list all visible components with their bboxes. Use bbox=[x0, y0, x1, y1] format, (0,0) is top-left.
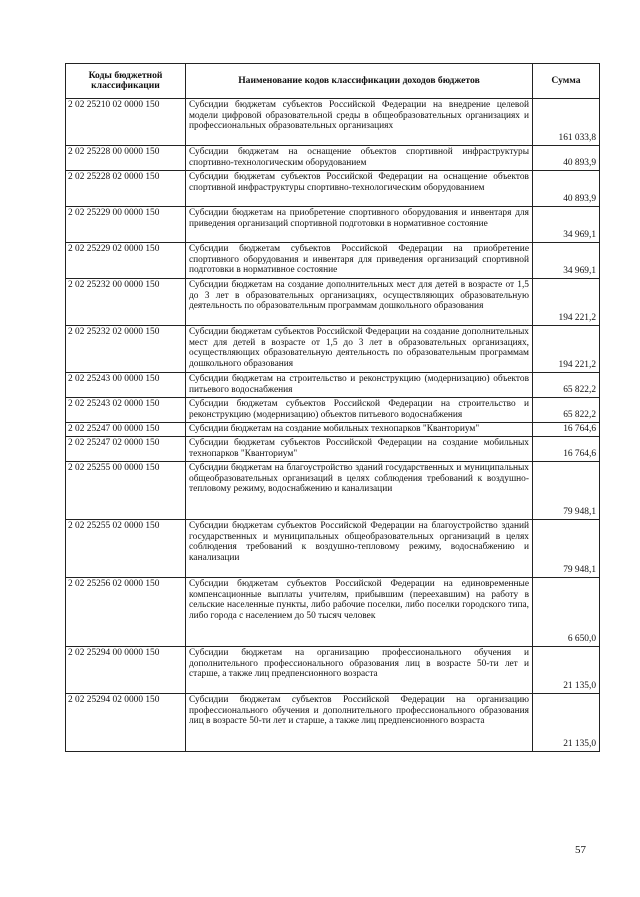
row-code: 2 02 25255 00 0000 150 bbox=[66, 462, 186, 520]
row-name: Субсидии бюджетам на благоустройство зданий государственных и муниципальных общеобразовательных организаций в целях соблюдения требований к воздушно-тепловому режиму, водоснабжению и канализации bbox=[186, 462, 533, 520]
row-amount: 34 969,1 bbox=[533, 243, 600, 279]
table-row bbox=[66, 578, 600, 647]
row-code: 2 02 25256 02 0000 150 bbox=[66, 578, 186, 647]
table-row bbox=[66, 326, 600, 373]
row-name: Субсидии бюджетам субъектов Российской Федерации на создание дополнительных мест для детей в возрасте от 1,5 до 3 лет в образовательных организациях, осуществляющих образовательную деятельность по образовательным программам дошкольного образования bbox=[186, 326, 533, 373]
row-amount: 65 822,2 bbox=[533, 398, 600, 423]
row-name: Субсидии бюджетам на организацию профессионального обучения и дополнительного профессионального образования лиц в возрасте 50-ти лет и старше, а также лиц предпенсионного возраста bbox=[186, 647, 533, 694]
row-name: Субсидии бюджетам на создание мобильных технопарков "Кванториум" bbox=[186, 423, 533, 437]
row-name: Субсидии бюджетам субъектов Российской Федерации на приобретение спортивного оборудования и инвентаря для приведения организаций спортивной подготовки в нормативное состояние bbox=[186, 243, 533, 279]
row-amount: 194 221,2 bbox=[533, 279, 600, 326]
row-code: 2 02 25247 00 0000 150 bbox=[66, 423, 186, 437]
row-name: Субсидии бюджетам субъектов Российской Федерации на единовременные компенсационные выплаты учителям, прибывшим (переехавшим) на работу в сельские населенные пункты, либо рабочие поселки, либо поселки городского типа, либо города с населением до 50 тысяч человек bbox=[186, 578, 533, 647]
row-amount: 79 948,1 bbox=[533, 520, 600, 578]
row-name: Субсидии бюджетам субъектов Российской Федерации на оснащение объектов спортивной инфраструктуры спортивно-технологическим оборудованием bbox=[186, 171, 533, 207]
row-code: 2 02 25229 02 0000 150 bbox=[66, 243, 186, 279]
row-code: 2 02 25229 00 0000 150 bbox=[66, 207, 186, 243]
row-name: Субсидии бюджетам субъектов Российской Федерации на создание мобильных технопарков "Кванториум" bbox=[186, 437, 533, 462]
row-amount: 6 650,0 bbox=[533, 578, 600, 647]
page-number: 57 bbox=[575, 844, 586, 856]
row-amount: 79 948,1 bbox=[533, 462, 600, 520]
row-code: 2 02 25228 00 0000 150 bbox=[66, 146, 186, 171]
table-row bbox=[66, 171, 600, 207]
row-name: Субсидии бюджетам на приобретение спортивного оборудования и инвентаря для приведения организаций спортивной подготовки в нормативное состояние bbox=[186, 207, 533, 243]
row-code: 2 02 25232 02 0000 150 bbox=[66, 326, 186, 373]
row-amount: 21 135,0 bbox=[533, 694, 600, 752]
row-amount: 40 893,9 bbox=[533, 171, 600, 207]
row-name: Субсидии бюджетам субъектов Российской Федерации на благоустройство зданий государственных и муниципальных общеобразовательных организаций в целях соблюдения требований к воздушно-тепловому режиму, водоснабжению и канализации bbox=[186, 520, 533, 578]
row-amount: 21 135,0 bbox=[533, 647, 600, 694]
header-code: Коды бюджетной классификации bbox=[66, 64, 186, 99]
row-amount: 194 221,2 bbox=[533, 326, 600, 373]
row-name: Субсидии бюджетам субъектов Российской Федерации на организацию профессионального обучения и дополнительного профессионального образования лиц в возрасте 50-ти лет и старше, а также лиц предпенсионного возраста bbox=[186, 694, 533, 752]
table-row bbox=[66, 373, 600, 398]
table-header-row bbox=[66, 64, 600, 99]
row-amount: 65 822,2 bbox=[533, 373, 600, 398]
row-code: 2 02 25243 02 0000 150 bbox=[66, 398, 186, 423]
row-name: Субсидии бюджетам на создание дополнительных мест для детей в возрасте от 1,5 до 3 лет в образовательных организациях, осуществляющих образовательную деятельность по образовательным программам дошкольного образования bbox=[186, 279, 533, 326]
row-code: 2 02 25243 00 0000 150 bbox=[66, 373, 186, 398]
table-row bbox=[66, 520, 600, 578]
row-amount: 161 033,8 bbox=[533, 99, 600, 146]
row-code: 2 02 25210 02 0000 150 bbox=[66, 99, 186, 146]
table-row bbox=[66, 207, 600, 243]
table-row bbox=[66, 647, 600, 694]
row-code: 2 02 25294 00 0000 150 bbox=[66, 647, 186, 694]
header-name: Наименование кодов классификации доходов бюджетов bbox=[186, 64, 533, 99]
row-name: Субсидии бюджетам на строительство и реконструкцию (модернизацию) объектов питьевого водоснабжения bbox=[186, 373, 533, 398]
table-row bbox=[66, 694, 600, 752]
row-amount: 40 893,9 bbox=[533, 146, 600, 171]
budget-classification-table bbox=[65, 63, 600, 752]
row-amount: 16 764,6 bbox=[533, 423, 600, 437]
table-row bbox=[66, 243, 600, 279]
header-amount: Сумма bbox=[533, 64, 600, 99]
row-code: 2 02 25247 02 0000 150 bbox=[66, 437, 186, 462]
row-amount: 34 969,1 bbox=[533, 207, 600, 243]
row-code: 2 02 25228 02 0000 150 bbox=[66, 171, 186, 207]
table-row bbox=[66, 398, 600, 423]
row-code: 2 02 25232 00 0000 150 bbox=[66, 279, 186, 326]
table-row bbox=[66, 279, 600, 326]
row-code: 2 02 25294 02 0000 150 bbox=[66, 694, 186, 752]
row-name: Субсидии бюджетам субъектов Российской Федерации на строительство и реконструкцию (модернизацию) объектов питьевого водоснабжения bbox=[186, 398, 533, 423]
row-name: Субсидии бюджетам на оснащение объектов спортивной инфраструктуры спортивно-технологическим оборудованием bbox=[186, 146, 533, 171]
table-row bbox=[66, 99, 600, 146]
row-amount: 16 764,6 bbox=[533, 437, 600, 462]
table-row bbox=[66, 462, 600, 520]
table-row bbox=[66, 146, 600, 171]
row-name: Субсидии бюджетам субъектов Российской Федерации на внедрение целевой модели цифровой образовательной среды в общеобразовательных организациях и профессиональных образовательных организациях bbox=[186, 99, 533, 146]
table-row bbox=[66, 437, 600, 462]
table-row bbox=[66, 423, 600, 437]
row-code: 2 02 25255 02 0000 150 bbox=[66, 520, 186, 578]
